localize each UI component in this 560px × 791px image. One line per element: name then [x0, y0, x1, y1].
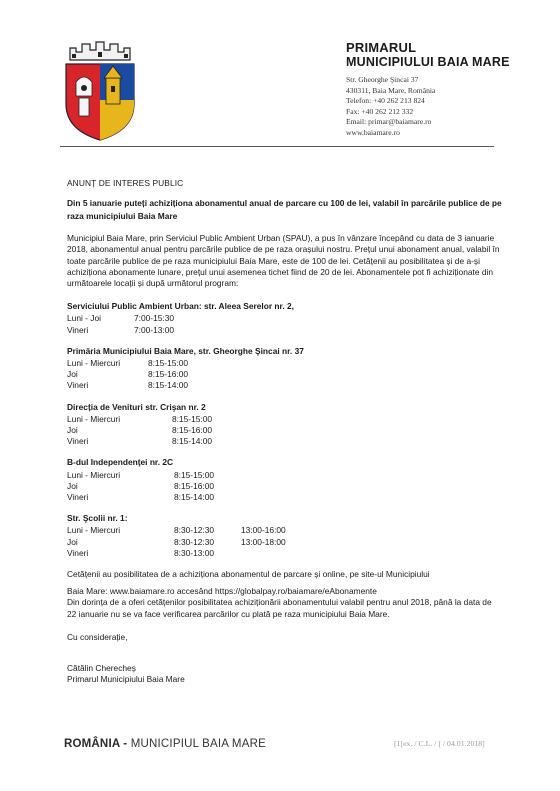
schedule-row — [67, 548, 503, 559]
schedule-day: Luni - Joi — [67, 313, 101, 324]
location-scolii — [67, 513, 503, 559]
schedule-row — [67, 358, 503, 369]
phone: Telefon: +40 262 213 824 — [346, 96, 425, 106]
footer-wordmark — [64, 738, 266, 750]
schedule-time: 8:15-14:00 — [148, 380, 189, 391]
schedule-day: Vineri — [67, 492, 89, 503]
footer-country: ROMÂNIA - — [64, 738, 128, 750]
schedule-row — [67, 470, 503, 481]
location-venituri — [67, 402, 503, 448]
schedule-time: 8:15-15:00 — [174, 469, 215, 480]
schedule-day: Vineri — [67, 547, 89, 558]
address-city: 430311, Baia Mare, România — [346, 85, 436, 95]
email-link[interactable]: Email: primar@baiamare.ro — [346, 117, 432, 127]
schedule-row — [67, 425, 503, 436]
schedule-time: 8:30-13:00 — [174, 547, 215, 558]
schedule-day: Vineri — [67, 380, 89, 391]
notice-label: ANUNȚ DE INTERES PUBLIC — [67, 178, 184, 188]
schedule-day: Joi — [67, 425, 78, 436]
schedule-time-afternoon: 13:00-16:00 — [241, 525, 286, 536]
location-title: Str. Şcolii nr. 1: — [67, 513, 128, 524]
header-divider — [60, 146, 494, 147]
schedule-day: Luni - Miercuri — [67, 525, 121, 536]
document-body — [67, 178, 503, 686]
schedule-time: 8:15-16:00 — [174, 480, 215, 491]
schedule-time: 8:15-16:00 — [148, 369, 189, 380]
footer-municipality: MUNICIPIUL BAIA MARE — [127, 738, 266, 750]
schedule-day: Vineri — [67, 324, 89, 335]
schedule-row — [67, 369, 503, 380]
closing-salutation: Cu considerație, — [67, 631, 128, 642]
schedule-row — [67, 492, 503, 503]
schedule-day: Joi — [67, 480, 78, 491]
schedule-row — [67, 325, 503, 336]
online-link-line[interactable]: Baia Mare: www.baiamare.ro accesând https://globalpay.ro/baiamare/eAbonamente — [67, 586, 377, 597]
website-link[interactable]: www.baiamare.ro — [346, 127, 400, 137]
schedule-time: 8:30-12:30 — [174, 525, 215, 536]
schedule-row — [67, 313, 503, 324]
address-street: Str. Gheorghe Şincai 37 — [346, 75, 419, 84]
signature-role: Primarul Municipiului Baia Mare — [67, 674, 185, 685]
fax: Fax: +40 262 212 332 — [346, 106, 414, 116]
schedule-row — [67, 436, 503, 447]
schedule-time: 8:15-16:00 — [172, 425, 213, 436]
schedule-day: Luni - Miercuri — [67, 358, 121, 369]
mayor-office-title — [346, 40, 510, 69]
location-independentei — [67, 457, 503, 503]
coat-of-arms-icon — [60, 38, 140, 142]
signature-block — [67, 663, 503, 685]
verification-paragraph: Din dorința de a oferi cetățenilor posibilitatea achiziționării abonamentului valabil pentru anul 2018, până la data de 22 ianuarie nu se va face verificarea parcărilor cu plată pe raza municipiului Baia Mare. — [67, 597, 492, 619]
schedule-time: 7:00-15:30 — [134, 313, 175, 324]
location-title: Serviciului Public Ambient Urban: str. Aleea Serelor nr. 2, — [67, 301, 294, 312]
schedule-day: Vineri — [67, 436, 89, 447]
location-title: Direcția de Venituri str. Crişan nr. 2 — [67, 401, 206, 412]
schedule-time: 8:15-14:00 — [172, 436, 213, 447]
schedule-day: Joi — [67, 536, 78, 547]
footer-registration: [1[ex. / C.L. / [ / 04.01.2018] — [394, 739, 485, 748]
schedule-time: 8:30-12:30 — [174, 536, 215, 547]
schedule-time: 8:15-15:00 — [172, 413, 213, 424]
schedule-time: 8:15-14:00 — [174, 492, 215, 503]
intro-paragraph: Municipiul Baia Mare, prin Serviciul Public Ambient Urban (SPAU), a pus în vânzare începând cu data de 3 ianuarie 2018, abonamentul anual pentru parcările publice de pe raza orașului nostru. Prețul unui abonament anual, valabil în toate parcările publice de pe raza municipiului Baia Mare, este de 100 de lei. Cetățenii au posibilitatea și de a-și achiziționa abonamente lunare, prețul unui asemenea tichet fiind de 20 de lei. Abonamentele pot fi achiziționate din următoarele locații și după următorul program: — [67, 233, 500, 289]
location-spau — [67, 301, 503, 336]
schedule-time: 8:15-15:00 — [148, 358, 189, 369]
location-title: Primăria Municipiului Baia Mare, str. Gheorghe Şincai nr. 37 — [67, 345, 304, 356]
schedule-row — [67, 414, 503, 425]
title-line-2: MUNICIPIULUI BAIA MARE — [346, 55, 510, 69]
schedule-day: Luni - Miercuri — [67, 413, 121, 424]
online-paragraph-line1: Cetățenii au posibilitatea de a achiziționa abonamentul de parcare și online, pe site-ul Municipiului — [67, 569, 430, 580]
subject-heading: Din 5 ianuarie puteți achiziționa abonamentul anual de parcare cu 100 de lei, valabil în parcările publice de pe raza municipiului Baia Mare — [67, 198, 502, 221]
title-line-1: PRIMARUL — [346, 40, 417, 55]
schedule-row — [67, 380, 503, 391]
signature-name: Cătălin Cherecheș — [67, 663, 136, 674]
contact-block — [346, 75, 435, 139]
schedule-row — [67, 481, 503, 492]
location-primaria — [67, 346, 503, 392]
schedule-row — [67, 525, 503, 536]
schedule-day: Luni - Miercuri — [67, 469, 121, 480]
schedule-time-afternoon: 13:00-18:00 — [241, 536, 286, 547]
schedule-row — [67, 537, 503, 548]
schedule-day: Joi — [67, 369, 78, 380]
location-title: B-dul Independenţei nr. 2C — [67, 457, 174, 468]
schedule-time: 7:00-13:00 — [134, 324, 175, 335]
